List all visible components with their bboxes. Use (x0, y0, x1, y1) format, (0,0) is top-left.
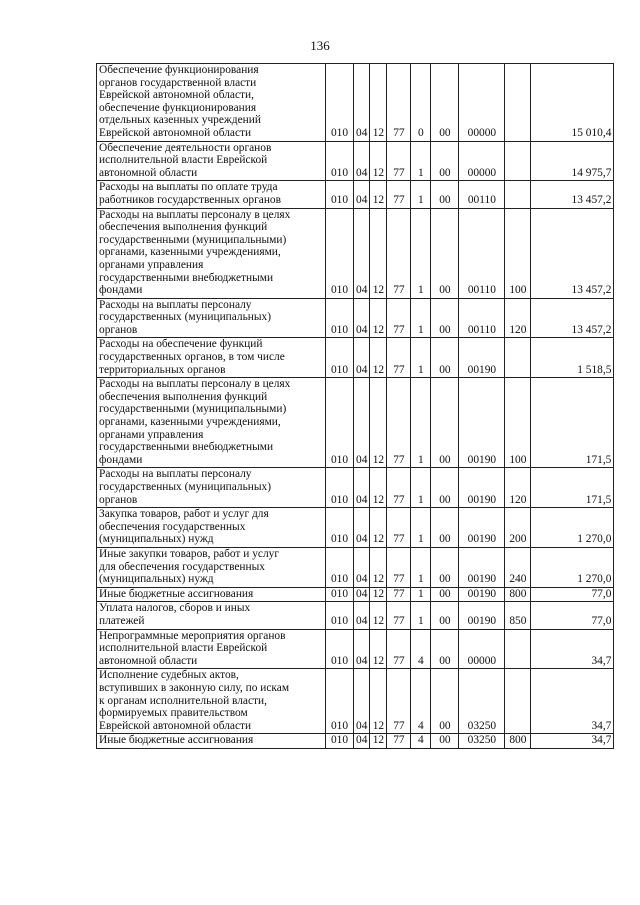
subsection-cell: 12 (370, 141, 387, 181)
table-row (97, 208, 614, 298)
target-expense-cell: 00190 (459, 508, 505, 548)
target-program-cell: 77 (387, 338, 411, 378)
target-program-cell: 77 (387, 181, 411, 208)
item-name-line: Расходы на выплаты персоналу в целях (99, 208, 291, 221)
item-name-line: Иные бюджетные ассигнования (99, 734, 254, 747)
item-name-line: Расходы на выплаты персоналу в целях (99, 378, 291, 391)
target-subprogram-cell: 1 (411, 602, 431, 629)
target-expense-cell: 00000 (459, 141, 505, 181)
ved-code-cell: 010 (326, 64, 354, 142)
item-name-line: Закупка товаров, работ и услуг для (99, 508, 269, 521)
item-name-line: исполнительной власти Еврейской (99, 154, 268, 167)
expense-type-cell: 100 (505, 208, 531, 298)
target-expense-cell: 00190 (459, 602, 505, 629)
ved-code-cell: 010 (326, 181, 354, 208)
subsection-cell: 12 (370, 734, 387, 749)
target-direction-cell: 00 (431, 378, 459, 468)
target-direction-cell: 00 (431, 587, 459, 602)
page-number: 136 (310, 38, 330, 53)
section-cell: 04 (354, 547, 370, 587)
target-subprogram-cell: 1 (411, 547, 431, 587)
target-expense-cell: 00190 (459, 338, 505, 378)
item-name-line: Еврейской автономной области (99, 126, 252, 139)
item-name-line: государственных (муниципальных) (99, 311, 272, 324)
subsection-cell: 12 (370, 181, 387, 208)
target-subprogram-cell: 1 (411, 468, 431, 508)
subsection-cell: 12 (370, 298, 387, 338)
item-name-line: для обеспечения государственных (99, 560, 265, 573)
item-name-cell (97, 378, 326, 468)
item-name-line: Расходы на выплаты по оплате труда (99, 181, 278, 194)
amount-cell: 1 518,5 (531, 338, 614, 378)
table-row (97, 298, 614, 338)
item-name-line: работников государственных органов (99, 193, 282, 206)
table-row (97, 669, 614, 734)
item-name-cell (97, 734, 326, 749)
target-expense-cell: 00110 (459, 298, 505, 338)
target-expense-cell: 00190 (459, 547, 505, 587)
item-name-cell (97, 208, 326, 298)
amount-cell: 77,0 (531, 602, 614, 629)
section-cell: 04 (354, 338, 370, 378)
target-subprogram-cell: 1 (411, 378, 431, 468)
table-row (97, 468, 614, 508)
subsection-cell: 12 (370, 587, 387, 602)
target-program-cell: 77 (387, 378, 411, 468)
item-name-line: государственных (муниципальных) (99, 481, 272, 493)
section-cell: 04 (354, 181, 370, 208)
budget-table (96, 63, 614, 749)
table-row (97, 338, 614, 378)
target-program-cell: 77 (387, 602, 411, 629)
item-name-line: государственными (муниципальными) (99, 233, 287, 246)
target-direction-cell: 00 (431, 208, 459, 298)
target-direction-cell: 00 (431, 141, 459, 181)
subsection-cell: 12 (370, 378, 387, 468)
subsection-cell: 12 (370, 669, 387, 734)
target-subprogram-cell: 1 (411, 338, 431, 378)
item-name-line: (муниципальных) нужд (99, 573, 214, 586)
item-name-line: (муниципальных) нужд (99, 533, 214, 546)
target-direction-cell: 00 (431, 629, 459, 669)
item-name-line: к органам исполнительной власти, (99, 694, 267, 707)
ved-code-cell: 010 (326, 602, 354, 629)
section-cell: 04 (354, 734, 370, 749)
expense-type-cell (505, 338, 531, 378)
item-name-line: вступивших в законную силу, по искам (99, 681, 290, 694)
section-cell: 04 (354, 587, 370, 602)
expense-type-cell: 240 (505, 547, 531, 587)
subsection-cell: 12 (370, 468, 387, 508)
item-name-cell (97, 602, 326, 629)
expense-type-cell: 800 (505, 734, 531, 749)
target-subprogram-cell: 1 (411, 298, 431, 338)
item-name-line: органов (99, 323, 138, 336)
item-name-line: территориальных органов (99, 363, 226, 376)
item-name-line: отдельных казенных учреждений (99, 114, 261, 127)
target-program-cell: 77 (387, 208, 411, 298)
target-direction-cell: 00 (431, 298, 459, 338)
target-direction-cell: 00 (431, 669, 459, 734)
item-name-line: органов (99, 493, 138, 506)
target-program-cell: 77 (387, 669, 411, 734)
item-name-line: Еврейской автономной области (99, 719, 252, 732)
section-cell: 04 (354, 669, 370, 734)
expense-type-cell: 800 (505, 587, 531, 602)
item-name-line: фондами (99, 284, 143, 297)
target-direction-cell: 00 (431, 181, 459, 208)
item-name-cell (97, 338, 326, 378)
target-subprogram-cell: 4 (411, 734, 431, 749)
item-name-line: государственными (муниципальными) (99, 403, 287, 416)
table-row (97, 508, 614, 548)
target-expense-cell: 00190 (459, 587, 505, 602)
amount-cell: 34,7 (531, 734, 614, 749)
section-cell: 04 (354, 208, 370, 298)
item-name-cell (97, 629, 326, 669)
section-cell: 04 (354, 298, 370, 338)
item-name-cell (97, 298, 326, 338)
target-subprogram-cell: 1 (411, 508, 431, 548)
expense-type-cell: 200 (505, 508, 531, 548)
expense-type-cell (505, 64, 531, 142)
item-name-line: Исполнение судебных актов, (99, 669, 239, 682)
section-cell: 04 (354, 602, 370, 629)
section-cell: 04 (354, 378, 370, 468)
target-expense-cell: 00190 (459, 468, 505, 508)
item-name-line: Расходы на выплаты персоналу (99, 298, 252, 311)
section-cell: 04 (354, 64, 370, 142)
item-name-line: органов государственной власти (99, 76, 257, 89)
item-name-line: обеспечение функционирования (99, 101, 257, 114)
item-name-cell (97, 468, 326, 508)
target-expense-cell: 00000 (459, 629, 505, 669)
expense-type-cell (505, 629, 531, 669)
section-cell: 04 (354, 468, 370, 508)
target-direction-cell: 00 (431, 64, 459, 142)
amount-cell: 1 270,0 (531, 547, 614, 587)
item-name-line: автономной области (99, 654, 198, 667)
item-name-line: Расходы на выплаты персоналу (99, 468, 252, 481)
amount-cell: 13 457,2 (531, 298, 614, 338)
item-name-line: Обеспечение деятельности органов (99, 141, 272, 154)
item-name-cell (97, 181, 326, 208)
amount-cell: 171,5 (531, 468, 614, 508)
item-name-cell (97, 587, 326, 602)
target-expense-cell: 03250 (459, 669, 505, 734)
ved-code-cell: 010 (326, 468, 354, 508)
expense-type-cell: 100 (505, 378, 531, 468)
item-name-cell (97, 508, 326, 548)
amount-cell: 13 457,2 (531, 208, 614, 298)
ved-code-cell: 010 (326, 378, 354, 468)
ved-code-cell: 010 (326, 141, 354, 181)
target-subprogram-cell: 1 (411, 181, 431, 208)
item-name-cell (97, 141, 326, 181)
target-expense-cell: 00110 (459, 208, 505, 298)
target-program-cell: 77 (387, 64, 411, 142)
item-name-cell (97, 64, 326, 142)
target-expense-cell: 00190 (459, 378, 505, 468)
target-direction-cell: 00 (431, 734, 459, 749)
item-name-line: Непрограммные мероприятия органов (99, 629, 286, 642)
target-program-cell: 77 (387, 468, 411, 508)
item-name-line: государственных органов, в том числе (99, 351, 285, 364)
amount-cell: 14 975,7 (531, 141, 614, 181)
target-expense-cell: 00110 (459, 181, 505, 208)
expense-type-cell (505, 181, 531, 208)
table-row (97, 181, 614, 208)
section-cell: 04 (354, 508, 370, 548)
item-name-line: Обеспечение функционирования (99, 64, 259, 76)
target-direction-cell: 00 (431, 547, 459, 587)
expense-type-cell (505, 141, 531, 181)
item-name-line: исполнительной власти Еврейской (99, 642, 268, 655)
target-program-cell: 77 (387, 508, 411, 548)
target-program-cell: 77 (387, 587, 411, 602)
target-expense-cell: 00000 (459, 64, 505, 142)
ved-code-cell: 010 (326, 669, 354, 734)
item-name-line: Уплата налогов, сборов и иных (99, 602, 251, 615)
target-program-cell: 77 (387, 629, 411, 669)
target-program-cell: 77 (387, 298, 411, 338)
table-row (97, 734, 614, 749)
target-direction-cell: 00 (431, 602, 459, 629)
target-expense-cell: 03250 (459, 734, 505, 749)
item-name-cell (97, 669, 326, 734)
amount-cell: 1 270,0 (531, 508, 614, 548)
ved-code-cell: 010 (326, 208, 354, 298)
item-name-line: формируемых правительством (99, 707, 248, 720)
subsection-cell: 12 (370, 338, 387, 378)
item-name-line: органами, казенными учреждениями, (99, 416, 281, 429)
amount-cell: 34,7 (531, 629, 614, 669)
section-cell: 04 (354, 141, 370, 181)
item-name-line: Иные бюджетные ассигнования (99, 587, 254, 600)
target-subprogram-cell: 1 (411, 587, 431, 602)
item-name-line: государственными внебюджетными (99, 271, 274, 284)
target-subprogram-cell: 0 (411, 64, 431, 142)
amount-cell: 171,5 (531, 378, 614, 468)
expense-type-cell: 120 (505, 298, 531, 338)
table-row (97, 141, 614, 181)
subsection-cell: 12 (370, 508, 387, 548)
item-name-line: фондами (99, 453, 143, 466)
amount-cell: 15 010,4 (531, 64, 614, 142)
target-program-cell: 77 (387, 141, 411, 181)
item-name-line: органами управления (99, 428, 204, 441)
budget-table-body (97, 64, 614, 749)
target-program-cell: 77 (387, 547, 411, 587)
ved-code-cell: 010 (326, 338, 354, 378)
target-subprogram-cell: 1 (411, 208, 431, 298)
expense-type-cell: 120 (505, 468, 531, 508)
ved-code-cell: 010 (326, 547, 354, 587)
ved-code-cell: 010 (326, 629, 354, 669)
expense-type-cell (505, 669, 531, 734)
item-name-line: автономной области (99, 166, 198, 179)
section-cell: 04 (354, 629, 370, 669)
item-name-line: обеспечения государственных (99, 520, 246, 533)
item-name-line: Иные закупки товаров, работ и услуг (99, 547, 280, 560)
target-subprogram-cell: 1 (411, 141, 431, 181)
target-subprogram-cell: 4 (411, 629, 431, 669)
amount-cell: 13 457,2 (531, 181, 614, 208)
target-direction-cell: 00 (431, 508, 459, 548)
item-name-line: обеспечения выполнения функций (99, 390, 268, 403)
ved-code-cell: 010 (326, 508, 354, 548)
subsection-cell: 12 (370, 547, 387, 587)
ved-code-cell: 010 (326, 587, 354, 602)
subsection-cell: 12 (370, 629, 387, 669)
target-direction-cell: 00 (431, 468, 459, 508)
table-row (97, 378, 614, 468)
subsection-cell: 12 (370, 208, 387, 298)
item-name-line: государственными внебюджетными (99, 441, 274, 454)
target-program-cell: 77 (387, 734, 411, 749)
subsection-cell: 12 (370, 64, 387, 142)
table-row (97, 547, 614, 587)
table-row (97, 629, 614, 669)
amount-cell: 34,7 (531, 669, 614, 734)
expense-type-cell: 850 (505, 602, 531, 629)
table-row (97, 602, 614, 629)
table-row (97, 64, 614, 142)
item-name-line: органами управления (99, 258, 204, 271)
item-name-line: органами, казенными учреждениями, (99, 246, 281, 259)
target-direction-cell: 00 (431, 338, 459, 378)
item-name-line: Еврейской автономной области, (99, 89, 254, 102)
item-name-line: платежей (99, 614, 145, 627)
ved-code-cell: 010 (326, 298, 354, 338)
subsection-cell: 12 (370, 602, 387, 629)
table-row (97, 587, 614, 602)
amount-cell: 77,0 (531, 587, 614, 602)
ved-code-cell: 010 (326, 734, 354, 749)
item-name-cell (97, 547, 326, 587)
target-subprogram-cell: 4 (411, 669, 431, 734)
item-name-line: Расходы на обеспечение функций (99, 338, 263, 351)
item-name-line: обеспечения выполнения функций (99, 221, 268, 234)
